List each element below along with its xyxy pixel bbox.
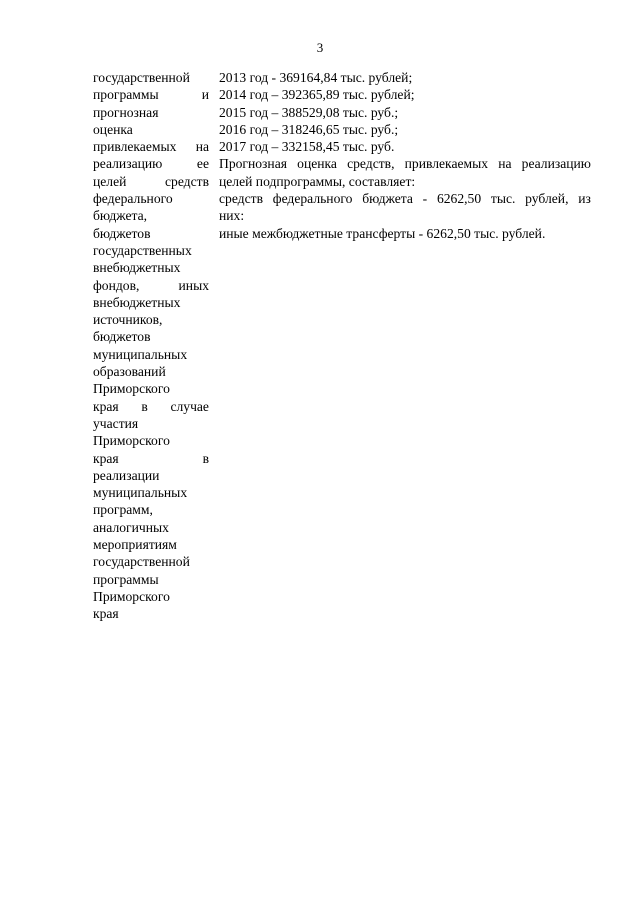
label-line: государственных [93,242,192,258]
funding-2017-line: 2017 год – 332158,45 тыс. руб. [219,139,395,155]
label-word: реализацию [93,156,163,172]
funding-2014-line: 2014 год – 392365,89 тыс. рублей; [219,87,415,103]
label-line: внебюджетных [93,260,181,276]
federal-budget-word: средств [219,191,263,207]
label-line: края [93,606,119,622]
label-line: программ, [93,502,153,518]
label-line: федерального [93,191,173,207]
label-line [93,138,209,155]
funding-2016-line: 2016 год – 318246,65 тыс. руб.; [219,121,399,137]
label-line [93,398,209,415]
forecast-intro-word: реализацию [521,156,591,172]
label-line: бюджета, [93,208,148,224]
indicator-value-column [219,69,591,242]
label-line [93,450,209,467]
label-line: Приморского [93,433,170,449]
federal-budget-line: них: [219,208,245,224]
label-line [93,277,209,294]
label-line: прогнозная [93,104,159,120]
label-line: бюджетов [93,225,151,241]
forecast-intro-word: Прогнозная [219,156,287,172]
indicator-label-column [93,69,209,623]
label-line: Приморского [93,381,170,397]
label-word: и [201,87,209,103]
label-line: государственной [93,554,190,570]
label-line: программы [93,571,159,587]
label-word: ее [196,156,209,172]
label-line: муниципальных [93,346,188,362]
federal-budget-word: тыс. [490,191,516,207]
label-line: аналогичных [93,519,169,535]
federal-budget-word: - [422,191,428,207]
label-line: мероприятиям [93,537,177,553]
label-line: образований [93,364,166,380]
label-line: источников, [93,312,163,328]
interbudget-transfers-line: иные межбюджетные трансферты - 6262,50 тыс. рублей. [219,225,546,241]
page-number: 3 [316,40,324,55]
forecast-intro-line [219,155,591,172]
federal-budget-word: бюджета [362,191,413,207]
label-line: внебюджетных [93,294,181,310]
label-line: реализации [93,467,160,483]
federal-budget-word: 6262,50 [436,191,482,207]
label-line: оценка [93,121,133,137]
label-line [93,155,209,172]
label-word: средств [165,173,209,189]
label-word: привлекаемых [93,139,177,155]
funding-2013-line: 2013 год - 369164,84 тыс. рублей; [219,70,413,85]
label-line: Приморского [93,588,170,604]
federal-budget-word: рублей, [525,191,569,207]
federal-budget-word: федерального [272,191,353,207]
label-word: края [93,398,119,414]
label-line: бюджетов [93,329,151,345]
forecast-intro-word: привлекаемых [404,156,489,172]
forecast-intro-word: средств, [347,156,395,172]
label-line [93,173,209,190]
label-word: края [93,450,119,466]
funding-2015-line: 2015 год – 388529,08 тыс. руб.; [219,104,399,120]
label-line: муниципальных [93,485,188,501]
label-word: в [202,450,209,466]
label-word: на [195,139,209,155]
label-line: государственной [93,70,190,85]
federal-budget-word: из [578,191,591,207]
label-line [93,86,209,103]
forecast-intro-line: целей подпрограммы, составляет: [219,173,416,189]
forecast-intro-word: на [498,156,512,172]
label-line: участия [93,415,139,431]
label-word: случае [170,398,209,414]
forecast-intro-paragraph [219,155,591,190]
label-word: иных [178,277,209,293]
label-word: в [141,398,148,414]
label-word: программы [93,87,159,103]
federal-budget-line [219,190,591,207]
label-word: целей [93,173,127,189]
forecast-intro-word: оценка [297,156,337,172]
federal-budget-paragraph [219,190,591,225]
label-word: фондов, [93,277,140,293]
